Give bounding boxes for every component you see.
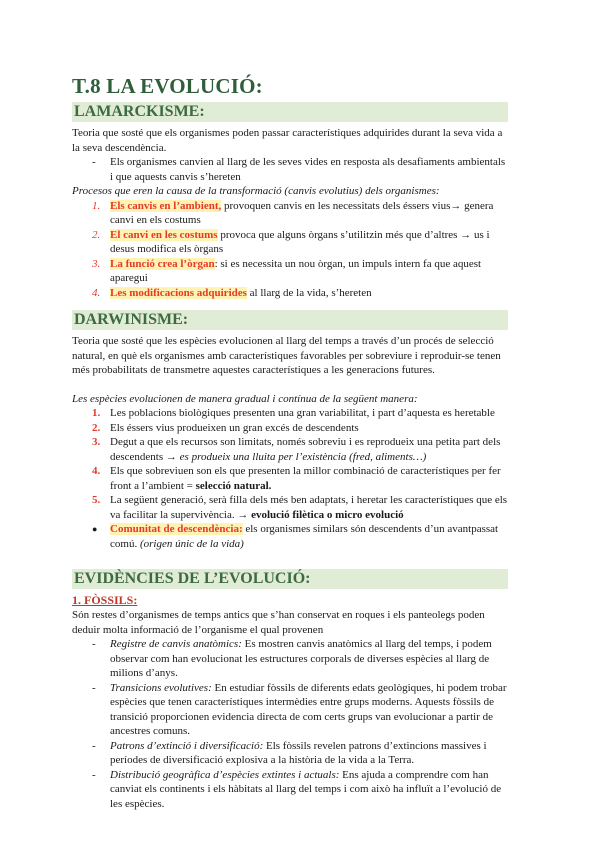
dash-marker: -	[92, 768, 96, 781]
dash-marker: -	[92, 681, 96, 694]
darwin-heading: DARWINISME:	[72, 310, 508, 330]
list-item: 4. Els que sobreviuen son els que presenten la millor combinació de característiques per fer front a l’ambient = selecció natural.	[92, 465, 501, 492]
bullet-dot-icon: ●	[92, 524, 98, 534]
list-item: 1. Les poblacions biològiques presenten una gran variabilitat, i part d’aquesta es heretable	[92, 407, 495, 419]
highlight-text: Els canvis en l’ambient,	[110, 199, 222, 212]
list-item: 3. La funció crea l’òrgan: si es necessita un nou òrgan, un impuls intern fa que aquest aparegui	[92, 257, 482, 284]
list-item: - Distribució geogràfica d’espècies extintes i actuals: Ens ajuda a comprendre com han canviat els continents i els hàbitats al llarg del temps i com això ha influït a l’evolució de les espècies.	[92, 768, 502, 810]
page-title: T.8 LA EVOLUCIÓ:	[72, 74, 263, 98]
list-item: 3. Degut a que els recursos son limitats, només sobreviu i es reprodueix una petita part dels descendents → es produeix una lluita per l’existència (fred, aliments…)	[92, 436, 501, 463]
darwin-lead: Les espècies evolucionen de manera gradual i contínua de la següent manera:	[72, 392, 418, 405]
highlight-text: Les modificacions adquirides	[110, 286, 247, 299]
fossils-list	[72, 637, 508, 811]
lamarck-processes-label: Procesos que eren la causa de la transformació (canvis evolutius) dels organismes:	[72, 185, 440, 197]
darwin-steps-list	[72, 406, 508, 551]
list-item: - Registre de canvis anatòmics: Es mostren canvis anatòmics al llarg del temps, i podem observar com han evolucionat les estructures corporals de diverses espècies al llarg de milions d’anys.	[92, 638, 492, 679]
list-item: - Patrons d’extinció i diversificació: Els fòssils revelen patrons d’extincions massives i períodes de diversificació explosiva a la història de la vida a la Terra.	[92, 739, 487, 766]
lamarck-section	[72, 102, 508, 300]
dash-marker: -	[92, 739, 96, 752]
fossils-subheading: 1. FÒSSILS:	[72, 593, 138, 607]
list-item: 2. El canvi en les costums provoca que alguns òrgans s’utilitzin més que d’altres → us i desus modifica els òrgans	[92, 228, 490, 255]
fossils-intro: Són restes d’organismes de temps antics que s’han conservat en roques i els panteolegs poden deduir molta informació de l’organisme el qual provenen	[72, 609, 485, 636]
list-item: - Transicions evolutives: En estudiar fòssils de diferents edats geològiques, hi podem trobar espècies que tenen característiques intermèdies entre grups moderns. Aquests fòssils de transició proporcionen evidencia directa de com certs grups van evolucionar a partir de ancestres comuns.	[92, 681, 507, 737]
darwin-intro: Teoria que sosté que les espècies evolucionen al llarg del temps a través d’un procés de selecció natural, en què els organismes amb característiques favorables per sobreviure i reproduir-se tenen més probabilitats de transmetre aquestes característiques a les generacions futures.	[72, 335, 501, 376]
lamarck-bullet-list	[72, 155, 508, 184]
lamarck-process-list	[72, 199, 508, 301]
lamarck-heading: LAMARCKISME:	[72, 102, 508, 122]
evidence-heading: EVIDÈNCIES DE L’EVOLUCIÓ:	[72, 569, 508, 589]
evidence-section	[72, 569, 508, 811]
list-item: 2. Els éssers vius produeixen un gran excés de descendents	[92, 421, 359, 434]
darwin-section	[72, 310, 508, 551]
list-item: ● Comunitat de descendència: els organismes similars són descendents d’un avantpassat comú. (origen únic de la vida)	[92, 523, 499, 550]
dash-marker: -	[92, 156, 96, 168]
list-item: 1. Els canvis en l’ambient, provoquen canvis en les necessitats dels éssers vius→ genera canvi en els costums	[92, 199, 494, 226]
highlight-text: Comunitat de descendència:	[110, 523, 243, 535]
highlight-text: El canvi en les costums	[110, 228, 218, 241]
dash-marker: -	[92, 638, 96, 650]
list-item: 5. La següent generació, serà filla dels més ben adaptats, i heretar les característiques que els va facilitar la supervivència. → evolució filètica o micro evolució	[92, 494, 508, 521]
highlight-text: La funció crea l’òrgan	[110, 257, 215, 270]
list-item: - Els organismes canvien al llarg de les seves vides en resposta als desafiaments ambientals i que aquests canvis s’hereten	[92, 156, 506, 183]
lamarck-intro: Teoria que sosté que els organismes poden passar característiques adquirides durant la seva vida a la seva descendència.	[72, 127, 503, 154]
list-item: 4. Les modificacions adquirides al llarg de la vida, s’hereten	[92, 286, 372, 299]
